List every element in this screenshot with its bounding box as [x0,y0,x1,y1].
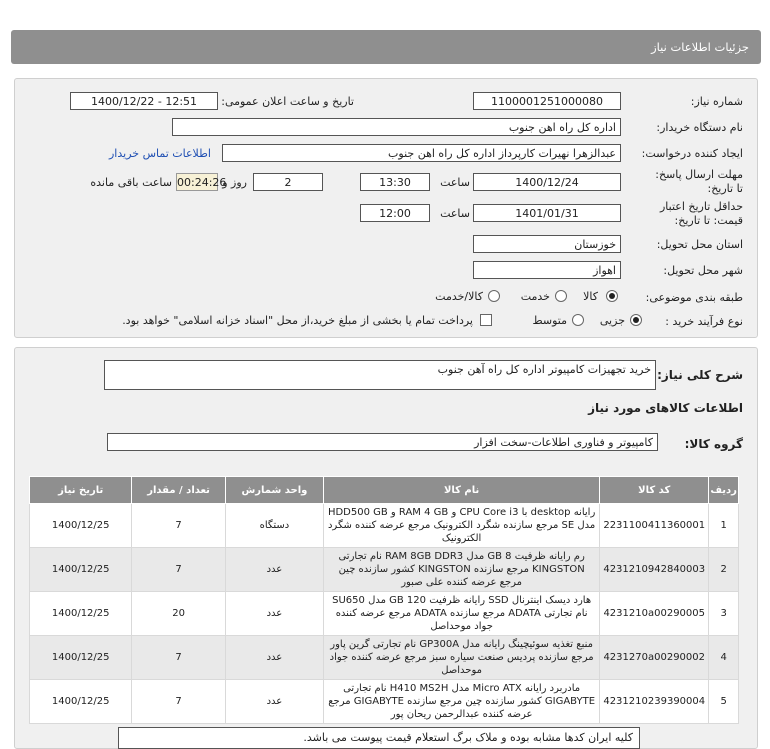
category-both-radio[interactable] [488,290,500,302]
col-header-row: ردیف [709,477,739,504]
desc-label: شرح کلی نیاز: [657,368,743,382]
category-goods-label: کالا [583,290,598,303]
cell-unit: عدد [225,592,323,636]
cell-name: مادربرد رایانه Micro ATX مدل H410 MS2H نام تجارتی GIGABYTE کشور سازنده چین مرجع سازنده GIGABYTE مرجع عرضه کننده عبدالرحمن ریحان پور [324,680,600,724]
footer-note: کلیه ایران کدها مشابه بوده و ملاک برگ استعلام قیمت پیوست می باشد. [118,727,640,749]
cell-unit: عدد [225,548,323,592]
province-label: استان محل تحویل: [656,238,743,251]
city-label: شهر محل تحویل: [663,264,743,277]
validity-date-field: 1401/01/31 [473,204,621,222]
cell-code: 2231100411360001 [600,504,709,548]
goods-table [29,476,739,724]
announce-label: تاریخ و ساعت اعلان عمومی: [221,95,354,108]
creator-label: ایجاد کننده درخواست: [641,147,743,160]
payment-note: پرداخت تمام یا بخشی از مبلغ خرید،از محل "اسناد خزانه اسلامی" خواهد بود. [122,314,473,327]
col-header-unit: واحد شمارش [225,477,323,504]
category-label: طبقه بندی موضوعی: [645,291,743,304]
deadline-time-field: 13:30 [360,173,430,191]
process-label: نوع فرآیند خرید : [665,315,743,328]
remaining-label: ساعت باقی مانده [90,176,172,189]
category-service-label: خدمت [520,290,550,303]
cell-date: 1400/12/25 [30,636,132,680]
contact-buyer-link[interactable]: اطلاعات تماس خریدار [109,147,211,160]
cell-date: 1400/12/25 [30,504,132,548]
cell-date: 1400/12/25 [30,592,132,636]
col-header-date: تاریخ نیاز [30,477,132,504]
cell-unit: عدد [225,636,323,680]
announce-field: 1400/12/22 - 12:51 [70,92,218,110]
process-medium-radio[interactable] [572,314,584,326]
creator-field: عبدالزهرا نهیرات کارپرداز اداره کل راه اهن جنوب [222,144,621,162]
city-field: اهواز [473,261,621,279]
cell-name: هارد دیسک اینترنال SSD رایانه ظرفیت 120 GB مدل SU650 نام تجارتی ADATA مرجع سازنده ADATA مرجع عرضه کننده جواد موحداصل [324,592,600,636]
cell-name: رایانه desktop با CPU Core i3 و RAM 4 GB و HDD500 GB مدل SE مرجع سازنده شگرد الکترونیک مرجع عرضه کننده شگرد الکترونیک [324,504,600,548]
cell-row: 2 [709,548,739,592]
cell-qty: 20 [132,592,225,636]
cell-name: رم رایانه ظرفیت 8 GB مدل RAM 8GB DDR3 نام تجارتی KINGSTON مرجع سازنده KINGSTON کشور سازنده چین مرجع عرضه کننده علی صبور [324,548,600,592]
cell-qty: 7 [132,680,225,724]
cell-date: 1400/12/25 [30,680,132,724]
cell-qty: 7 [132,548,225,592]
cell-qty: 7 [132,636,225,680]
col-header-qty: تعداد / مقدار [132,477,225,504]
remaining-time-field: 00:24:26 [176,173,218,191]
deadline-time-label: ساعت [440,176,470,189]
category-service-radio[interactable] [555,290,567,302]
cell-row: 5 [709,680,739,724]
province-field: خوزستان [473,235,621,253]
cell-code: 4231210239390004 [600,680,709,724]
days-field: 2 [253,173,323,191]
cell-row: 1 [709,504,739,548]
category-goods-radio[interactable] [606,290,618,302]
cell-qty: 7 [132,504,225,548]
goods-info-heading: اطلاعات کالاهای مورد نیاز [588,401,743,415]
cell-code: 4231210942840003 [600,548,709,592]
validity-time-label: ساعت [440,207,470,220]
deadline-date-field: 1400/12/24 [473,173,621,191]
table-row [30,592,739,636]
validity-time-field: 12:00 [360,204,430,222]
cell-unit: دستگاه [225,504,323,548]
col-header-name: نام کالا [324,477,600,504]
cell-code: 4231270a00290002 [600,636,709,680]
desc-field: خرید تجهیزات کامپیوتر اداره کل راه آهن جنوب [104,360,656,390]
treasury-payment-checkbox[interactable] [480,314,492,326]
cell-unit: عدد [225,680,323,724]
table-row [30,548,739,592]
page-title: جزئیات اطلاعات نیاز [651,40,749,54]
need-number-label: شماره نیاز: [690,95,743,108]
process-medium-label: متوسط [532,314,567,327]
cell-row: 3 [709,592,739,636]
buyer-org-field: اداره کل راه اهن جنوب [172,118,621,136]
days-label: روز و [222,176,247,189]
category-both-label: کالا/خدمت [435,290,483,303]
deadline-label: مهلت ارسال پاسخ: تا تاریخ: [655,168,743,195]
group-label: گروه کالا: [684,437,743,451]
group-field: کامپیوتر و فناوری اطلاعات-سخت افزار [107,433,658,451]
cell-code: 4231210a00290005 [600,592,709,636]
need-number-field: 1100001251000080 [473,92,621,110]
table-row [30,636,739,680]
col-header-code: کد کالا [600,477,709,504]
cell-date: 1400/12/25 [30,548,132,592]
process-partial-radio[interactable] [630,314,642,326]
buyer-org-label: نام دستگاه خریدار: [656,121,743,134]
page-header [11,30,761,64]
validity-label: حداقل تاریخ اعتبار قیمت: تا تاریخ: [659,200,743,227]
cell-name: منبع تغذیه سوئیچینگ رایانه مدل GP300A نام تجارتی گرین پاور مرجع سازنده پردیس صنعت سیاره سبز مرجع عرضه کننده جواد موحداصل [324,636,600,680]
table-row [30,504,739,548]
cell-row: 4 [709,636,739,680]
table-row [30,680,739,724]
process-partial-label: جزیی [599,314,625,327]
